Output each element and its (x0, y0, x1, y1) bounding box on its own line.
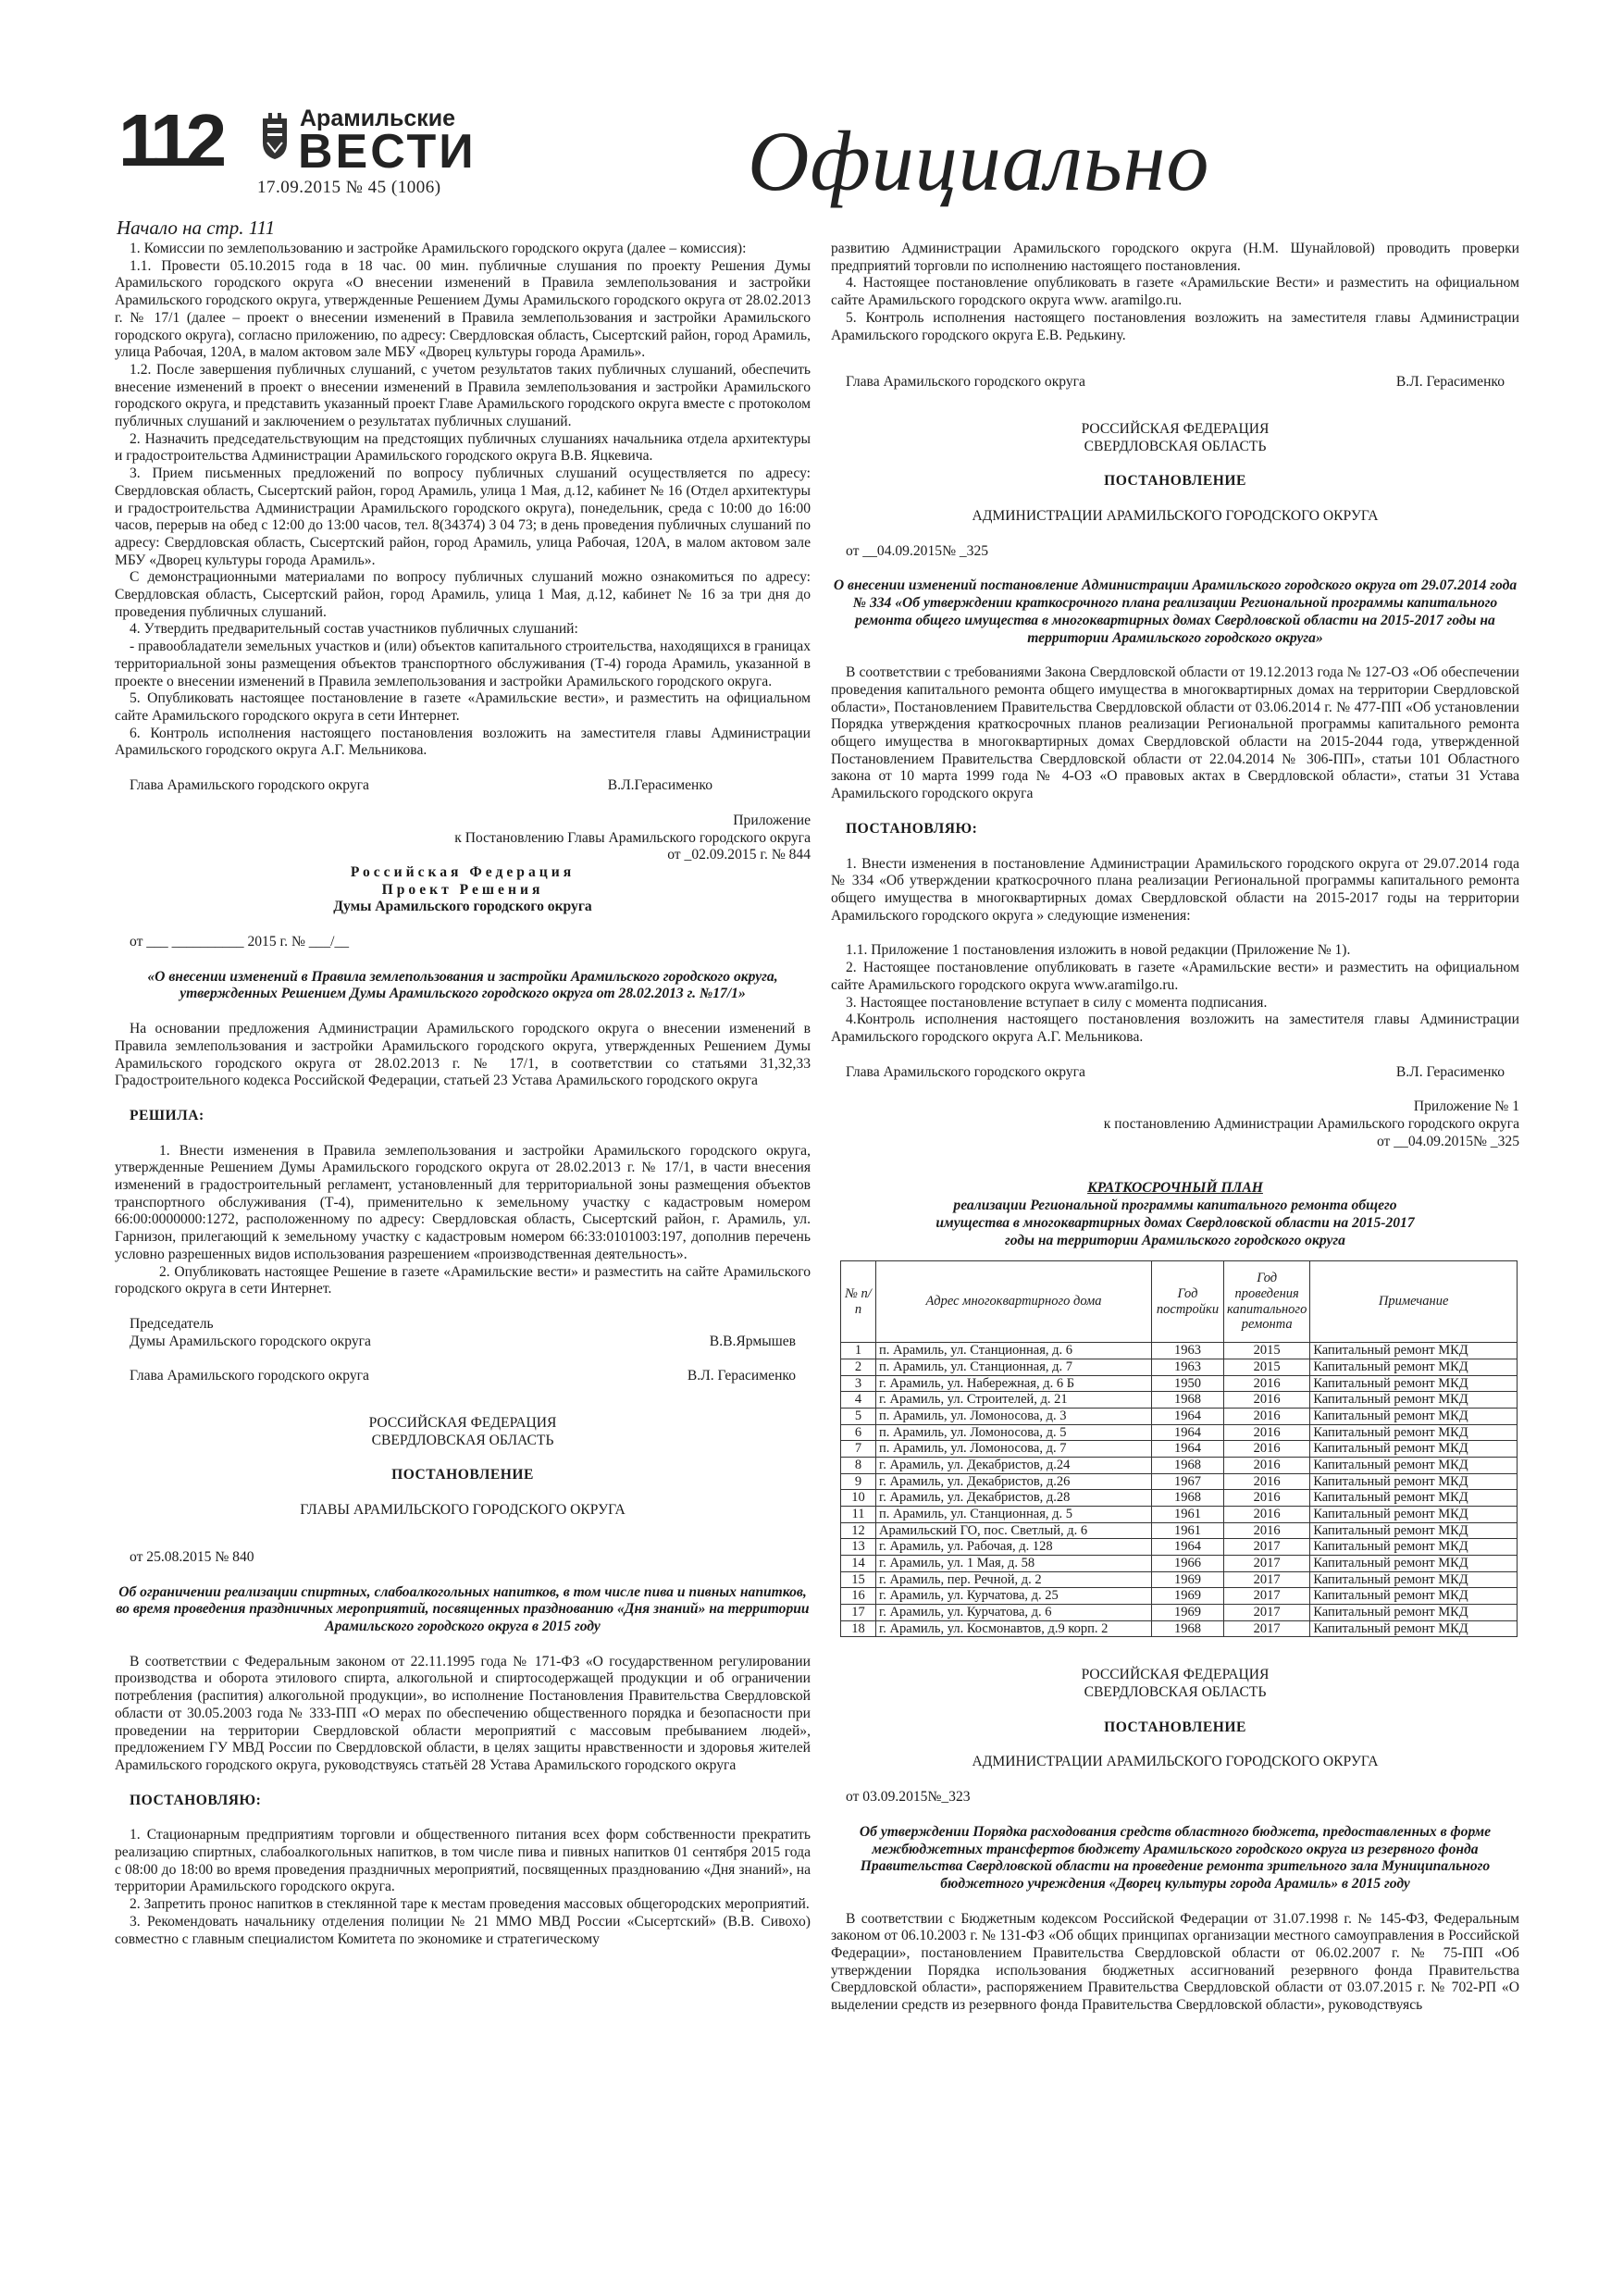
paragraph: 2. Назначить председательствующим на предстоящих публичных слушаниях начальника отдела архитектуры и градостроительства Администрации Арамильского городского округа В.В. Яцкевича. (115, 430, 811, 465)
document-title: «О внесении изменений в Правила землепользования и застройки Арамильского городского округа, утвержденных Решением Думы Арамильского городского округа от 28.02.2013 г. №17/1» (147, 968, 778, 1002)
paragraph: 4.Контроль исполнения настоящего постановления возложить на заместителя главы Администрации Арамильского городского округа А.Г. Мельникова. (831, 1011, 1519, 1045)
signature-row (115, 1334, 811, 1351)
cell-num: 2 (841, 1359, 876, 1375)
cell-repair-year: 2017 (1224, 1555, 1310, 1571)
plan-subtitle: реализации Региональной программы капитального ремонта общего имущества в многоквартирных домах Свердловской области на 2015-2017 годы на территории Арамильского городского округа (935, 1198, 1415, 1248)
signature-title: Глава Арамильского городского округа (846, 1063, 1085, 1080)
cell-repair-year: 2016 (1224, 1457, 1310, 1473)
paragraph: 2. Запретить пронос напитков в стеклянной таре к местам проведения массовых общегородских мероприятий. (130, 1896, 810, 1913)
left-column (115, 241, 811, 1948)
page-header (118, 96, 1275, 207)
cell-num: 6 (841, 1424, 876, 1441)
paragraph: 5. Контроль исполнения настоящего постановления возложить на заместителя главы Администрации Арамильского городского округа Е.В. Редькину. (831, 309, 1519, 343)
cell-repair-year: 2017 (1224, 1620, 1310, 1637)
table-row (841, 1441, 1518, 1458)
cell-repair-year: 2016 (1224, 1375, 1310, 1392)
signature-name: В.В.Ярмышев (709, 1333, 796, 1349)
table-row (841, 1359, 1518, 1375)
col-header-note: Примечание (1310, 1261, 1518, 1343)
cell-repair-year: 2017 (1224, 1588, 1310, 1605)
table-row (841, 1424, 1518, 1441)
cell-note: Капитальный ремонт МКД (1310, 1555, 1518, 1571)
table-row (841, 1392, 1518, 1409)
signature-row (115, 1368, 811, 1385)
date-line: от 03.09.2015№_323 (846, 1789, 971, 1806)
appendix-label: Приложение № 1 (1413, 1098, 1519, 1115)
paragraph: 1. Комиссии по землепользованию и застройке Арамильского городского округа (далее – комиссия): (130, 241, 747, 256)
cell-address: п. Арамиль, ул. Станционная, д. 7 (876, 1359, 1152, 1375)
cell-repair-year: 2016 (1224, 1490, 1310, 1507)
cell-year-built: 1963 (1152, 1359, 1224, 1375)
cell-num: 1 (841, 1343, 876, 1359)
cell-year-built: 1950 (1152, 1375, 1224, 1392)
signature-name: В.Л. Герасименко (1395, 374, 1505, 391)
appendix-label: Приложение (733, 812, 811, 828)
cell-note: Капитальный ремонт МКД (1310, 1375, 1518, 1392)
paragraph: 2. Настоящее постановление опубликовать в газете «Арамильские вести» и разместить на официальном сайте Арамильского городского округа www.aramilgo.ru. (831, 960, 1519, 993)
cell-note: Капитальный ремонт МКД (1310, 1588, 1518, 1605)
signature-name: В.Л.Герасименко (607, 777, 712, 794)
heading-country: Российская Федерация (350, 863, 576, 880)
table-row (841, 1408, 1518, 1424)
page-number: 112 (118, 99, 222, 181)
paragraph: развитию Администрации Арамильского городского округа (Н.М. Шунайловой) проводить проверки предприятий торговли по исполнению настоящего постановления. (831, 241, 1519, 274)
cell-address: г. Арамиль, ул. Рабочая, д. 128 (876, 1539, 1152, 1556)
paragraph: 6. Контроль исполнения настоящего постановления возложить на заместителя главы Администрации Арамильского городского округа А.Г. Мельникова. (115, 725, 811, 759)
table-row (841, 1555, 1518, 1571)
heading-resolve: ПОСТАНОВЛЯЮ: (846, 820, 978, 837)
appendix-ref: к Постановлению Главы Арамильского городского округа (454, 829, 811, 846)
cell-year-built: 1967 (1152, 1473, 1224, 1490)
cell-num: 8 (841, 1457, 876, 1473)
paragraph: 4. Настоящее постановление опубликовать в газете «Арамильские Вести» и разместить на официальном сайте Арамильского городского округа www. aramilgo.ru. (831, 275, 1519, 309)
cell-repair-year: 2015 (1224, 1343, 1310, 1359)
cell-note: Капитальный ремонт МКД (1310, 1604, 1518, 1620)
cell-address: г. Арамиль, ул. Декабристов, д.26 (876, 1473, 1152, 1490)
table-row (841, 1522, 1518, 1539)
continued-note: Начало на стр. 111 (117, 217, 276, 239)
table-row (841, 1588, 1518, 1605)
paragraph: 1.1. Провести 05.10.2015 года в 18 час. 00 мин. публичные слушания по проекту Решения Думы Арамильского городского округа «О внесении изменений в Правила землепользования и застройки Арамильского городского округа, утвержденные Решением Думы Арамильского городского округа от 28.02.2013 г. № 17/1 (далее – проект о внесении изменений в Правила землепользования и застройки Арамильского городского округа), согласно приложению, по адресу: Свердловская область, Сысертский район, город Арамиль, улица Рабочая, 120А, в малом актовом зале МБУ «Дворец культуры города Арамиль». (115, 257, 811, 361)
date-line: от ___ __________ 2015 г. № ___/__ (130, 934, 350, 950)
cell-repair-year: 2017 (1224, 1571, 1310, 1588)
signature-row (115, 777, 811, 795)
cell-note: Капитальный ремонт МКД (1310, 1522, 1518, 1539)
cell-year-built: 1968 (1152, 1490, 1224, 1507)
cell-year-built: 1961 (1152, 1506, 1224, 1522)
heading-authority: АДМИНИСТРАЦИИ АРАМИЛЬСКОГО ГОРОДСКОГО ОКРУГА (972, 1754, 1379, 1770)
signature-title: Глава Арамильского городского округа (846, 374, 1085, 391)
col-header-repair-year: Год проведения капитального ремонта (1224, 1261, 1310, 1343)
heading-region: СВЕРДЛОВСКАЯ ОБЛАСТЬ (1084, 1684, 1267, 1701)
cell-repair-year: 2017 (1224, 1539, 1310, 1556)
paragraph: С демонстрационными материалами по вопросу публичных слушаний можно ознакомиться по адресу: Свердловская область, Сысертский район, город Арамиль, улица 1 Мая, д.12, кабинет № 16 за три дня до проведения публичных слушаний. (115, 569, 811, 620)
paragraph: 1. Внести изменения в постановление Администрации Арамильского городского округа от 29.07.2014 года № 334 «Об утверждении краткосрочного плана реализации Региональной программы капитального ремонта общего имущества в многоквартирных домах Свердловской области на 2015-2017 годы на территории Арамильского городского округа » следующие изменения: (831, 855, 1519, 924)
cell-repair-year: 2016 (1224, 1522, 1310, 1539)
table-row (841, 1457, 1518, 1473)
date-line: от __04.09.2015№ _325 (846, 542, 989, 559)
cell-address: г. Арамиль, пер. Речной, д. 2 (876, 1571, 1152, 1588)
heading-decided: РЕШИЛА: (130, 1107, 204, 1123)
cell-address: г. Арамиль, ул. Строителей, д. 21 (876, 1392, 1152, 1409)
cell-year-built: 1964 (1152, 1408, 1224, 1424)
cell-note: Капитальный ремонт МКД (1310, 1457, 1518, 1473)
heading-country: РОССИЙСКАЯ ФЕДЕРАЦИЯ (368, 1415, 557, 1432)
cell-repair-year: 2017 (1224, 1604, 1310, 1620)
issue-info: 17.09.2015 № 45 (1006) (257, 178, 441, 197)
cell-year-built: 1968 (1152, 1392, 1224, 1409)
cell-address: п. Арамиль, ул. Станционная, д. 6 (876, 1343, 1152, 1359)
cell-note: Капитальный ремонт МКД (1310, 1392, 1518, 1409)
cell-year-built: 1964 (1152, 1424, 1224, 1441)
table-header-row (841, 1261, 1518, 1343)
heading-authority: АДМИНИСТРАЦИИ АРАМИЛЬСКОГО ГОРОДСКОГО ОКРУГА (972, 508, 1379, 525)
cell-year-built: 1966 (1152, 1555, 1224, 1571)
cell-year-built: 1969 (1152, 1571, 1224, 1588)
city-crest-icon (259, 109, 291, 161)
table-row (841, 1620, 1518, 1637)
cell-address: г. Арамиль, ул. Курчатова, д. 25 (876, 1588, 1152, 1605)
cell-num: 4 (841, 1392, 876, 1409)
paragraph: 3. Настоящее постановление вступает в силу с момента подписания. (846, 994, 1268, 1011)
paragraph: В соответствии с Федеральным законом от 22.11.1995 года № 171-ФЗ «О государственном регулировании производства и оборота этилового спирта, алкогольной и спиртосодержащей продукции и об ограничении потребления (распития) алкогольной продукции», во исполнение Постановления Правительства Свердловской области от 30.05.2003 года № 333-ПП «О мерах по обеспечению общественного порядка и безопасности при проведении на территории Свердловской области мероприятий с массовым пребыванием людей», предложением ГУ МВД России по Свердловской области, в целях защиты нравственности и здоровья жителей Арамильского городского округа, руководствуясь статьёй 28 Устава Арамильского городского округа (115, 1653, 811, 1773)
right-column (831, 241, 1519, 2015)
cell-year-built: 1963 (1152, 1343, 1224, 1359)
cell-num: 11 (841, 1506, 876, 1522)
signature-title: Глава Арамильского городского округа (130, 1368, 369, 1384)
signature-row (831, 374, 1519, 391)
cell-num: 12 (841, 1522, 876, 1539)
col-header-num: № п/п (841, 1261, 876, 1343)
col-header-year-built: Год постройки (1152, 1261, 1224, 1343)
heading-project: Проект Решения (381, 881, 544, 898)
paragraph: 1. Стационарным предприятиям торговли и общественного питания всех форм собственности прекратить реализацию спиртных, слабоалкогольных напитков, в том числе пива и пивных напитков 01 сентября 2015 года с 08:00 до 18:00 во время проведения праздничных мероприятий, посвященных празднованию «Дня знаний», на территории Арамильского городского округа. (115, 1827, 811, 1895)
cell-num: 16 (841, 1588, 876, 1605)
heading-authority: ГЛАВЫ АРАМИЛЬСКОГО ГОРОДСКОГО ОКРУГА (300, 1502, 626, 1519)
cell-address: п. Арамиль, ул. Ломоносова, д. 5 (876, 1424, 1152, 1441)
paragraph: В соответствии с Бюджетным кодексом Российской Федерации от 31.07.1998 г. № 145-ФЗ, Федеральным законом от 06.10.2003 г. № 131-ФЗ «Об общих принципах организации местного самоуправления в Российской Федерации», постановлением Правительства Свердловской области от 06.02.2007 г. № 75-ПП «Об утверждении Порядка использования бюджетных ассигнований резервного фонда Правительства Свердловской области», распоряжением Правительства Свердловской области от 03.07.2015 г. № 702-РП «О выделении средств из резервного фонда Правительства Свердловской области», руководствуясь (831, 1910, 1519, 2014)
appendix-date: от _02.09.2015 г. № 844 (667, 847, 811, 863)
repair-plan-table (840, 1260, 1518, 1637)
cell-note: Капитальный ремонт МКД (1310, 1473, 1518, 1490)
cell-address: п. Арамиль, ул. Ломоносова, д. 3 (876, 1408, 1152, 1424)
paragraph: 1.1. Приложение 1 постановления изложить в новой редакции (Приложение № 1). (846, 942, 1351, 959)
table-row (841, 1473, 1518, 1490)
cell-note: Капитальный ремонт МКД (1310, 1359, 1518, 1375)
cell-note: Капитальный ремонт МКД (1310, 1571, 1518, 1588)
cell-year-built: 1964 (1152, 1441, 1224, 1458)
cell-num: 13 (841, 1539, 876, 1556)
cell-year-built: 1968 (1152, 1620, 1224, 1637)
signature-name: В.Л. Герасименко (687, 1368, 796, 1384)
paragraph: 5. Опубликовать настоящее постановление в газете «Арамильские вести», и разместить на официальном сайте Арамильского городского округа в сети Интернет. (115, 690, 811, 724)
cell-repair-year: 2016 (1224, 1424, 1310, 1441)
cell-note: Капитальный ремонт МКД (1310, 1343, 1518, 1359)
cell-repair-year: 2015 (1224, 1359, 1310, 1375)
chairman-label: Председатель (130, 1315, 214, 1332)
heading-resolution: ПОСТАНОВЛЕНИЕ (1104, 473, 1246, 490)
masthead-top: Арамильские (300, 105, 456, 131)
signature-title: Думы Арамильского городского округа (130, 1333, 371, 1349)
cell-address: г. Арамиль, ул. 1 Мая, д. 58 (876, 1555, 1152, 1571)
heading-region: СВЕРДЛОВСКАЯ ОБЛАСТЬ (371, 1432, 554, 1448)
table-row (841, 1375, 1518, 1392)
heading-duma: Думы Арамильского городского округа (333, 899, 592, 915)
heading-resolution: ПОСТАНОВЛЕНИЕ (1104, 1719, 1246, 1735)
cell-address: п. Арамиль, ул. Ломоносова, д. 7 (876, 1441, 1152, 1458)
cell-note: Капитальный ремонт МКД (1310, 1490, 1518, 1507)
cell-year-built: 1961 (1152, 1522, 1224, 1539)
cell-num: 10 (841, 1490, 876, 1507)
heading-resolution: ПОСТАНОВЛЕНИЕ (391, 1467, 534, 1483)
cell-year-built: 1964 (1152, 1539, 1224, 1556)
section-title: Официально (748, 114, 1210, 208)
table-row (841, 1343, 1518, 1359)
heading-country: РОССИЙСКАЯ ФЕДЕРАЦИЯ (1081, 420, 1270, 437)
paragraph: В соответствии с требованиями Закона Свердловской области от 19.12.2013 года № 127-ОЗ «Об обеспечении проведения капитального ремонта общего имущества в многоквартирных домах на территории Свердловской области», Постановлением Правительства Свердловской области от 03.06.2014 г. № 477-ПП «Об установлении Порядка утверждения краткосрочных планов реализации Региональной программы капитального ремонта общего имущества в многоквартирных домах Свердловской области на 2015-2044 года, утвержденной Постановлением Правительства Свердловской области от 22.04.2014 № 306-ПП», статьи 101 Областного закона от 10 марта 1999 года № 4-ОЗ «О правовых актах в Свердловской области», статьи 31 Устава Арамильского городского округа (831, 664, 1519, 802)
appendix-ref: к постановлению Администрации Арамильского городского округа (1103, 1116, 1519, 1133)
cell-address: г. Арамиль, ул. Декабристов, д.28 (876, 1490, 1152, 1507)
cell-num: 7 (841, 1441, 876, 1458)
cell-year-built: 1969 (1152, 1604, 1224, 1620)
cell-repair-year: 2016 (1224, 1408, 1310, 1424)
cell-address: п. Арамиль, ул. Станционная, д. 5 (876, 1506, 1152, 1522)
cell-num: 3 (841, 1375, 876, 1392)
paragraph: 3. Прием письменных предложений по вопросу публичных слушаний осуществляется по адресу: Свердловская область, Сысертский район, город Арамиль, улица 1 Мая, д.12, кабинет № 16 (Отдел архитектуры и градостроительства Администрации Арамильского городского округа), понедельник, среда с 10:00 до 16:00 часов, перерыв на обед с 12:00 до 13:00 часов, тел. 8(34374) 3 04 73; в день проведения публичных слушаний по адресу: Свердловская область, Сысертский район, город Арамиль, улица Рабочая, 120А, в малом актовом зале МБУ «Дворец культуры города Арамиль». (115, 465, 811, 568)
paragraph: 3. Рекомендовать начальнику отделения полиции № 21 ММО МВД России «Сысертский» (В.В. Сивохо) совместно с главным специалистом Комитета по экономике и стратегическому (115, 1913, 811, 1947)
cell-repair-year: 2016 (1224, 1392, 1310, 1409)
paragraph: 1.2. После завершения публичных слушаний, с учетом результатов таких публичных слушаний, обеспечить внесение изменений в проект о внесении изменений в Правила землепользования и застройки Арамильского городского округа, и представить указанный проект Главе Арамильского городского округа вместе с протоколом публичных слушаний и заключением о результатах публичных слушаний. (115, 361, 811, 430)
cell-num: 17 (841, 1604, 876, 1620)
cell-num: 9 (841, 1473, 876, 1490)
document-title: Об утверждении Порядка расходования средств областного бюджета, предоставленных в форме межбюджетных трансфертов бюджету Арамильского городского округа из резервного фонда Правительства Свердловской области на проведение ремонта зрительного зала Муниципального бюджетного учреждения «Дворец культуры города Арамиль» в 2015 году (859, 1823, 1492, 1892)
cell-num: 18 (841, 1620, 876, 1637)
heading-region: СВЕРДЛОВСКАЯ ОБЛАСТЬ (1084, 438, 1267, 454)
cell-repair-year: 2016 (1224, 1441, 1310, 1458)
cell-note: Капитальный ремонт МКД (1310, 1506, 1518, 1522)
cell-year-built: 1969 (1152, 1588, 1224, 1605)
masthead-bottom: ВЕСТИ (298, 125, 477, 179)
date-line: от 25.08.2015 № 840 (130, 1548, 254, 1565)
cell-note: Капитальный ремонт МКД (1310, 1424, 1518, 1441)
cell-note: Капитальный ремонт МКД (1310, 1620, 1518, 1637)
appendix-date: от __04.09.2015№ _325 (1376, 1133, 1519, 1149)
cell-num: 14 (841, 1555, 876, 1571)
plan-title: КРАТКОСРОЧНЫЙ ПЛАН (1087, 1180, 1263, 1197)
table-row (841, 1506, 1518, 1522)
cell-note: Капитальный ремонт МКД (1310, 1539, 1518, 1556)
heading-country: РОССИЙСКАЯ ФЕДЕРАЦИЯ (1081, 1667, 1270, 1683)
paragraph: 1. Внести изменения в Правила землепользования и застройки Арамильского городского округа, утвержденные Решением Думы Арамильского городского округа от 28.02.2013 г. № 17/1, в части внесения изменений в градостроительный регламент, установленный для территориальной зоны размещения объектов транспортного обслуживания (Т-4), применительно к земельному участку с кадастровым номером 66:00:0000000:1272, расположенному по адресу: Свердловская область, Сысертский район, г. Арамиль, ул. Гарнизон, прилегающий к земельному участку с кадастровым номером 66:33:0101003:197, дополнив перечень условно разрешенных видов использования разрешением «производственная деятельность». (115, 1142, 811, 1262)
cell-address: г. Арамиль, ул. Набережная, д. 6 Б (876, 1375, 1152, 1392)
table-row (841, 1571, 1518, 1588)
cell-address: г. Арамиль, ул. Курчатова, д. 6 (876, 1604, 1152, 1620)
cell-address: г. Арамиль, ул. Космонавтов, д.9 корп. 2 (876, 1620, 1152, 1637)
heading-resolve: ПОСТАНОВЛЯЮ: (130, 1792, 262, 1808)
cell-year-built: 1968 (1152, 1457, 1224, 1473)
table-row (841, 1604, 1518, 1620)
document-title: О внесении изменений постановление Администрации Арамильского городского округа от 29.07.2014 года № 334 «Об утверждении краткосрочного плана реализации Региональной программы капитального ремонта общего имущества в многоквартирных домах Свердловской области на 2015-2017 годы на территории Арамильского городского округа» (833, 577, 1518, 646)
cell-repair-year: 2016 (1224, 1506, 1310, 1522)
table-row (841, 1539, 1518, 1556)
signature-title: Глава Арамильского городского округа (130, 777, 369, 794)
table-row (841, 1490, 1518, 1507)
signature-name: В.Л. Герасименко (1395, 1063, 1505, 1080)
cell-num: 15 (841, 1571, 876, 1588)
cell-num: 5 (841, 1408, 876, 1424)
cell-address: г. Арамиль, ул. Декабристов, д.24 (876, 1457, 1152, 1473)
cell-repair-year: 2016 (1224, 1473, 1310, 1490)
paragraph: - правообладатели земельных участков и (или) объектов капитального строительства, находящихся в границах территориальной зоны размещения объектов транспортного обслуживания (Т-4) города Арамиль, указанной в проекте о внесении изменений в Правила землепользования и застройки Арамильского городского округа. (115, 639, 811, 689)
paragraph: 2. Опубликовать настоящее Решение в газете «Арамильские вести» и разместить на сайте Арамильского городского округа в сети Интернет. (115, 1263, 811, 1297)
paragraph: 4. Утвердить предварительный состав участников публичных слушаний: (130, 621, 578, 638)
cell-note: Капитальный ремонт МКД (1310, 1408, 1518, 1424)
document-title: Об ограничении реализации спиртных, слабоалкогольных напитков, в том числе пива и пивных напитков, во время проведения праздничных мероприятий, посвященных празднованию «Дня знаний» на территории Арамильского городского округа в 2015 году (116, 1583, 810, 1634)
cell-note: Капитальный ремонт МКД (1310, 1441, 1518, 1458)
cell-address: Арамильский ГО, пос. Светлый, д. 6 (876, 1522, 1152, 1539)
paragraph: На основании предложения Администрации Арамильского городского округа о внесении изменений в Правила землепользования и застройки Арамильского городского округа, утвержденных Решением Думы Арамильского городского округа от 28.02.2013 г. № 17/1, в соответствии со статьями 31,32,33 Градостроительного кодекса Российской Федерации, статьей 23 Устава Арамильского городского округа (115, 1021, 811, 1089)
signature-row (831, 1064, 1519, 1082)
col-header-address: Адрес многоквартирного дома (876, 1261, 1152, 1343)
